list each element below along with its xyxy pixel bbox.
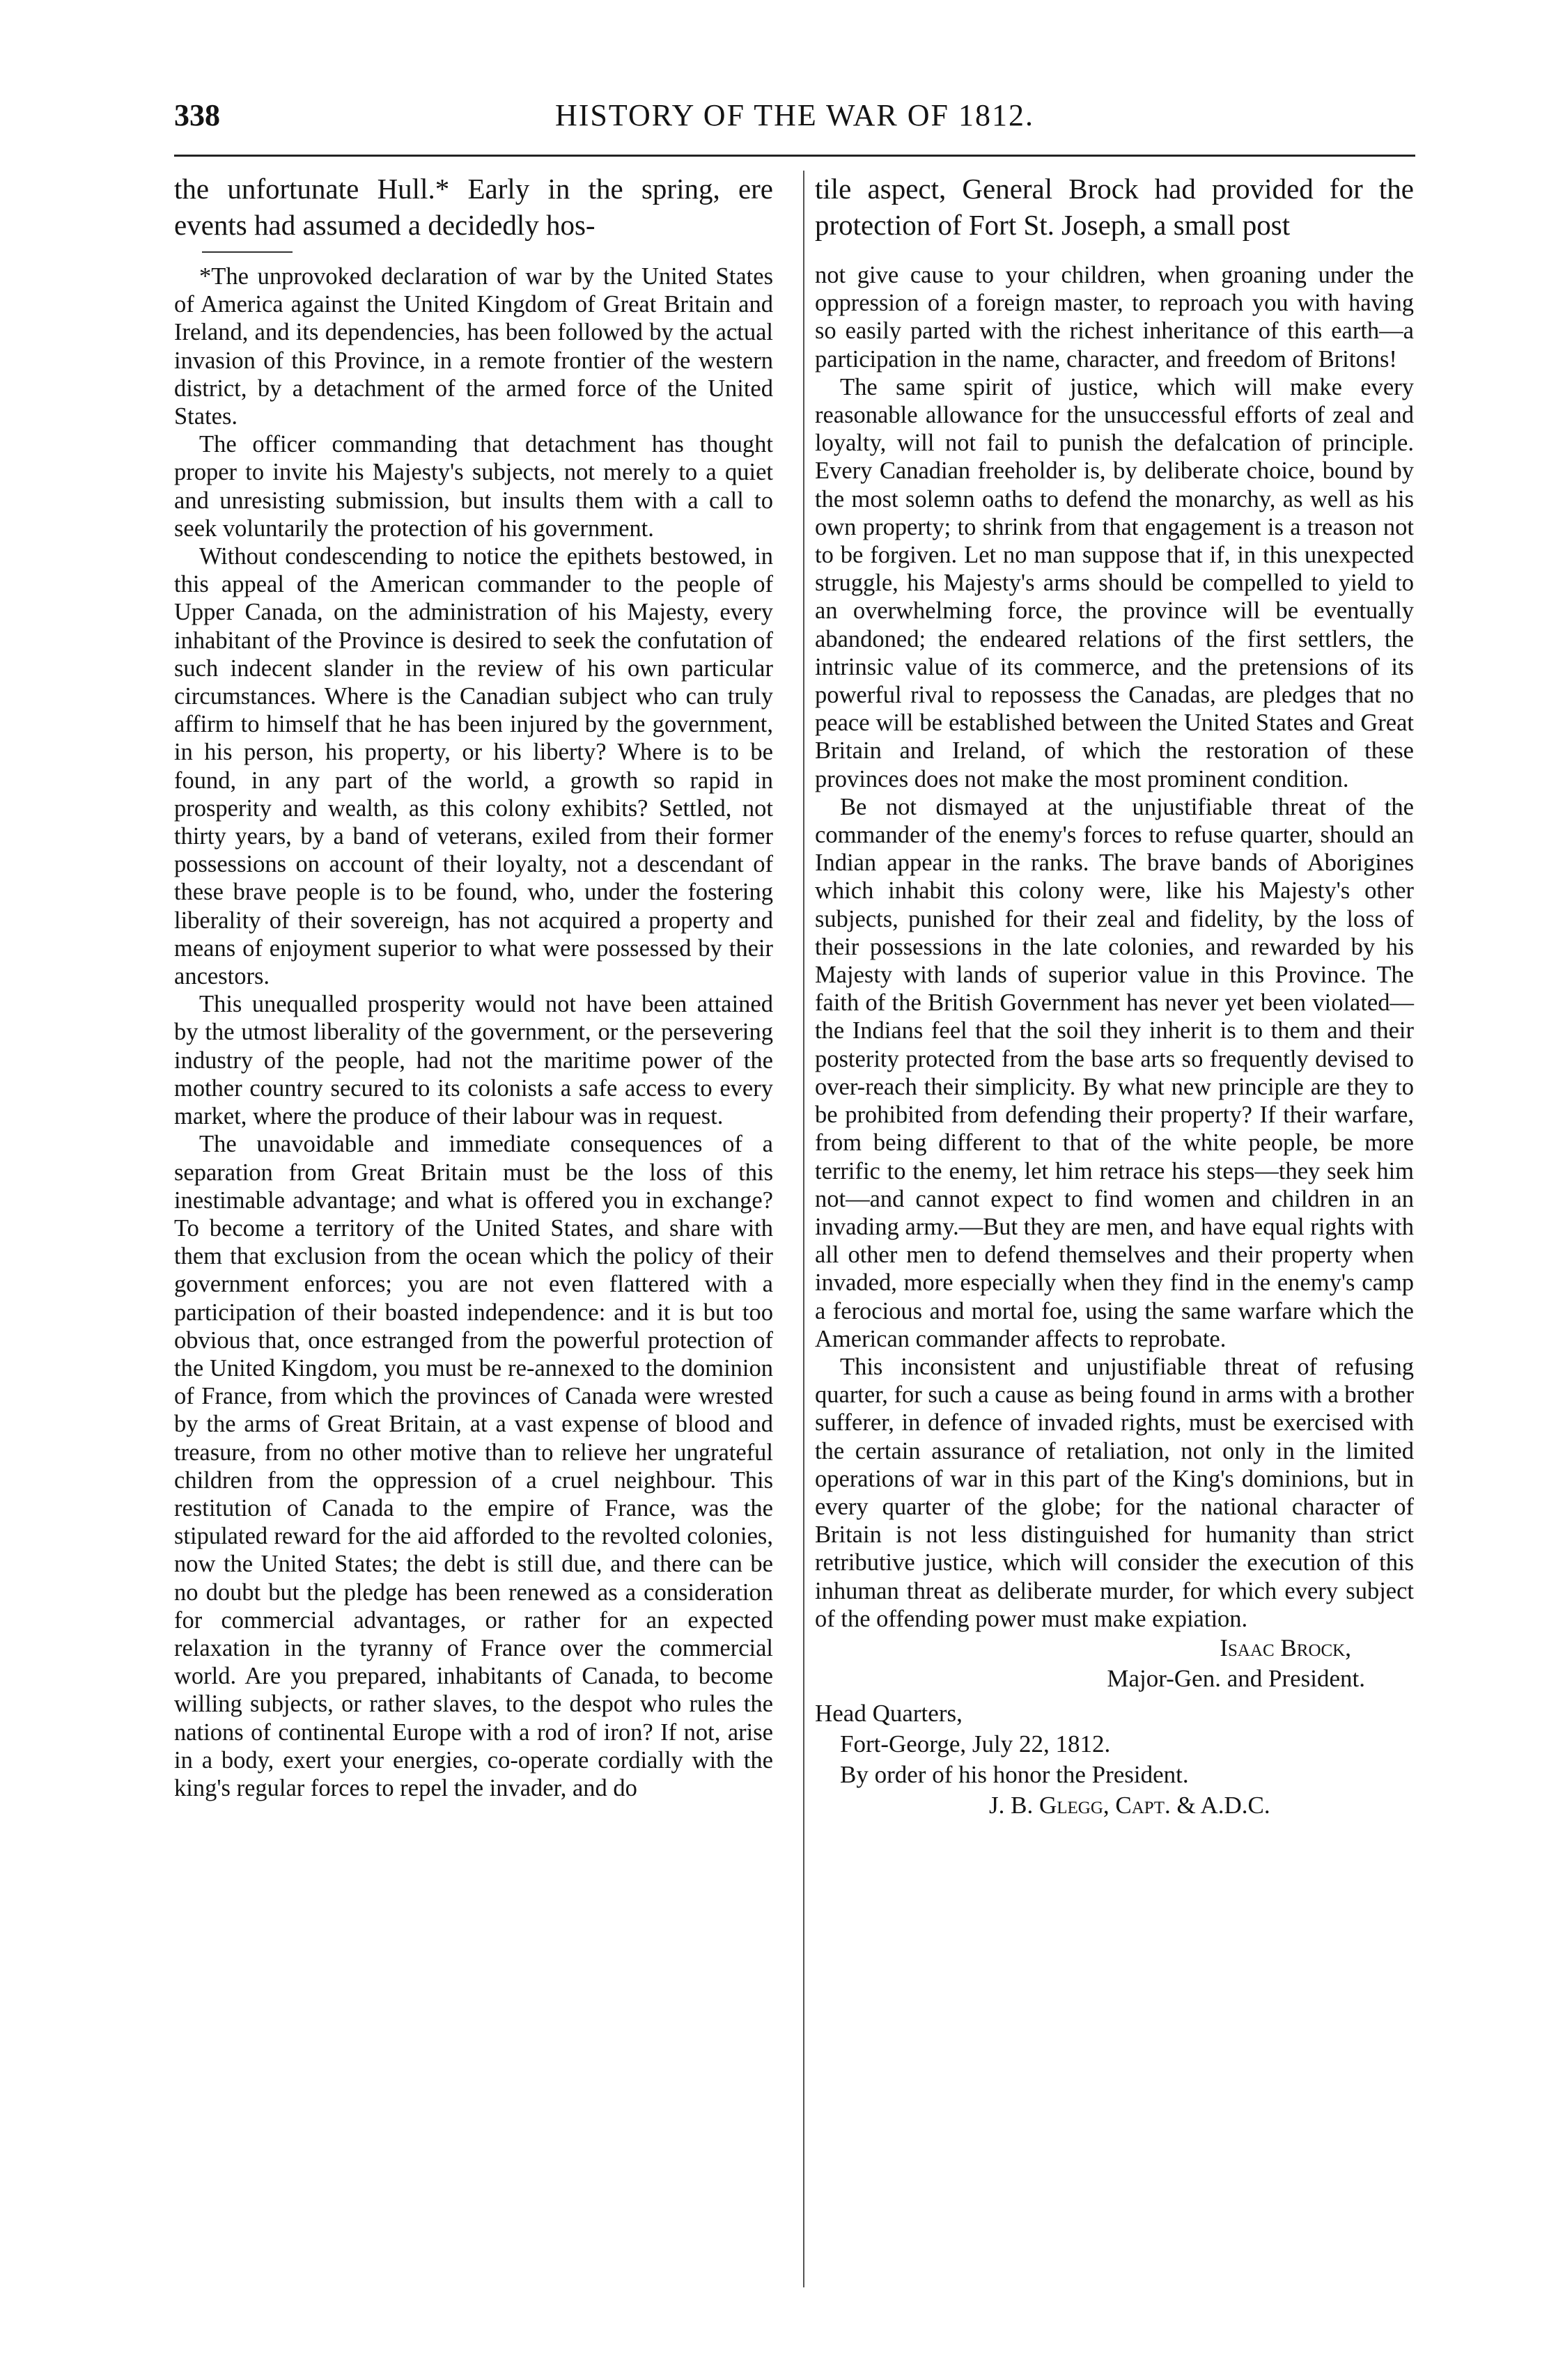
column-divider — [803, 171, 804, 2287]
footnote-declaration: *The unprovoked declaration of war by the United States of America against the United Kingdom of Great Britain and Ireland, and its dependencies, has been followed by the actual invasion of this Province, in a remote frontier of the western district, by a detachment of the armed force of the United States. — [174, 263, 773, 430]
right-paragraph-4: This inconsistent and unjustifiable threat of refusing quarter, for such a cause as being found in arms with a brother sufferer, in defence of invaded rights, must be exercised with the certain assurance of retaliation, not only in the limited operations of war in this part of the King's dominions, but in every quarter of the globe; for the national character of Britain is not less distinguished for humanity than strict retributive justice, which will consider the execution of this inhuman threat as deliberate murder, for which every subject of the offending power must make expiation. — [815, 1353, 1414, 1632]
left-paragraph-4: The unavoidable and immediate consequences of a separation from Great Britain must be the loss of this inestimable advantage; and what is offered you in exchange? To become a territory of the United States, and share with them that exclusion from the ocean which the policy of their government enforces; you are not even flattered with a participation of their boasted independence: and it is but too obvious that, once estranged from the powerful protection of the United Kingdom, you must be re-annexed to the dominion of France, from which the provinces of Canada were wrested by the arms of Great Britain, at a vast expense of blood and treasure, from no other motive than to relieve her ungrateful children from the oppression of a cruel neighbour. This restitution of Canada to the empire of France, was the stipulated reward for the aid afforded to the revolted colonies, now the United States; the debt is still due, and there can be no doubt but the pledge has been renewed as a consideration for commercial advantages, or rather for an expected relaxation in the tyranny of France over the commercial world. Are you prepared, inhabitants of Canada, to become willing subjects, or rather slaves, to the despot who rules the nations of continental Europe with a rod of iron? If not, arise in a body, exert your energies, co-operate cordially with the king's regular forces to repel the invader, and do — [174, 1131, 773, 1801]
right-paragraph-3: Be not dismayed at the unjustifiable threat of the commander of the enemy's forces to refuse quarter, should an Indian appear in the ranks. The brave bands of Aborigines which inhabit this colony were, like his Majesty's other subjects, punished for their zeal and fidelity, by the loss of their possessions in the late colonies, and rewarded by his Majesty with lands of superior value in this Province. The faith of the British Government has never yet been violated—the Indians feel that the soil they inherit is to them and their posterity protected from the base arts so frequently devised to over-reach their simplicity. By what new principle are they to be prohibited from defending their property? If their warfare, from being different to that of the white people, be more terrific to the enemy, let him retrace his steps—they seek him not—and cannot expect to find women and children in an invading army.—But they are men, and have equal rights with all other men to defend themselves and their property when invaded, more especially when they find in the enemy's camp a ferocious and mortal foe, using the same warfare which the American commander affects to reprobate. — [815, 793, 1414, 1352]
right-column — [815, 171, 1414, 1821]
right-paragraph-1: not give cause to your children, when groaning under the oppression of a foreign master, to reproach you with having so easily parted with the richest inheritance of this earth—a participation in the name, character, and freedom of Britons! — [815, 262, 1414, 373]
signature-block — [815, 1633, 1414, 1821]
left-paragraph-1: The officer commanding that detachment has thought proper to invite his Majesty's subjects, not merely to a quiet and unresisting submission, but insults them with a call to seek voluntarily the protection of his government. — [174, 431, 773, 542]
intro-spacer — [815, 243, 1414, 261]
running-title: HISTORY OF THE WAR OF 1812. — [554, 98, 1035, 132]
left-intro-text: the unfortunate Hull.* Early in the spring, ere events had assumed a decidedly hos- — [174, 173, 773, 241]
left-paragraph-3: This unequalled prosperity would not have been attained by the utmost liberality of the government, or the persevering industry of the people, had not the maritime power of the mother country secured to its colonists a safe access to every market, where the produce of their labour was in request. — [174, 991, 773, 1130]
signatory-name: Isaac Brock, — [1220, 1634, 1351, 1661]
right-intro-text: tile aspect, General Brock had provided for the protection of Fort St. Joseph, a small post — [815, 173, 1414, 241]
place-date-line: Fort-George, July 22, 1812. — [840, 1730, 1111, 1757]
headquarters-line: Head Quarters, — [815, 1699, 963, 1727]
signatory-title: Major-Gen. and President. — [1107, 1664, 1365, 1692]
page-number: 338 — [174, 98, 220, 132]
page-header — [174, 97, 1415, 146]
right-paragraph-2: The same spirit of justice, which will make every reasonable allowance for the unsuccessful efforts of zeal and loyalty, will not fail to punish the defalcation of principle. Every Canadian freeholder is, by deliberate choice, bound by the most solemn oaths to defend the monarchy, as well as his own property; to shrink from that engagement is a treason not to be forgiven. Let no man suppose that if, in this unexpected struggle, his Majesty's arms should be compelled to yield to an overwhelming force, the province will be eventually abandoned; the endeared relations of the first settlers, the intrinsic value of its commerce, and the pretensions of its powerful rival to repossess the Canadas, are pledges that no peace will be established between the United States and Great Britain and Ireland, of which the restoration of these provinces does not make the most prominent condition. — [815, 373, 1414, 792]
left-column — [174, 171, 773, 1802]
left-paragraph-2: Without condescending to notice the epithets bestowed, in this appeal of the American commander to the people of Upper Canada, on the administration of his Majesty, every inhabitant of the Province is desired to seek the confutation of such indecent slander in the review of his own particular circumstances. Where is the Canadian subject who can truly affirm to himself that he has been injured by the government, in his person, his property, or his liberty? Where is to be found, in any part of the world, a growth so rapid in prosperity and wealth, as this colony exhibits? Settled, not thirty years, by a band of veterans, exiled from their former possessions on account of their loyalty, not a descendant of these brave people is to be found, who, under the fostering liberality of their sovereign, has not acquired a property and means of enjoyment superior to what were possessed by their ancestors. — [174, 543, 773, 990]
secretary-line: J. B. Glegg, Capt. & A.D.C. — [989, 1791, 1270, 1819]
footnote-rule — [202, 251, 293, 253]
order-line: By order of his honor the President. — [840, 1760, 1189, 1788]
header-rule — [174, 155, 1415, 157]
